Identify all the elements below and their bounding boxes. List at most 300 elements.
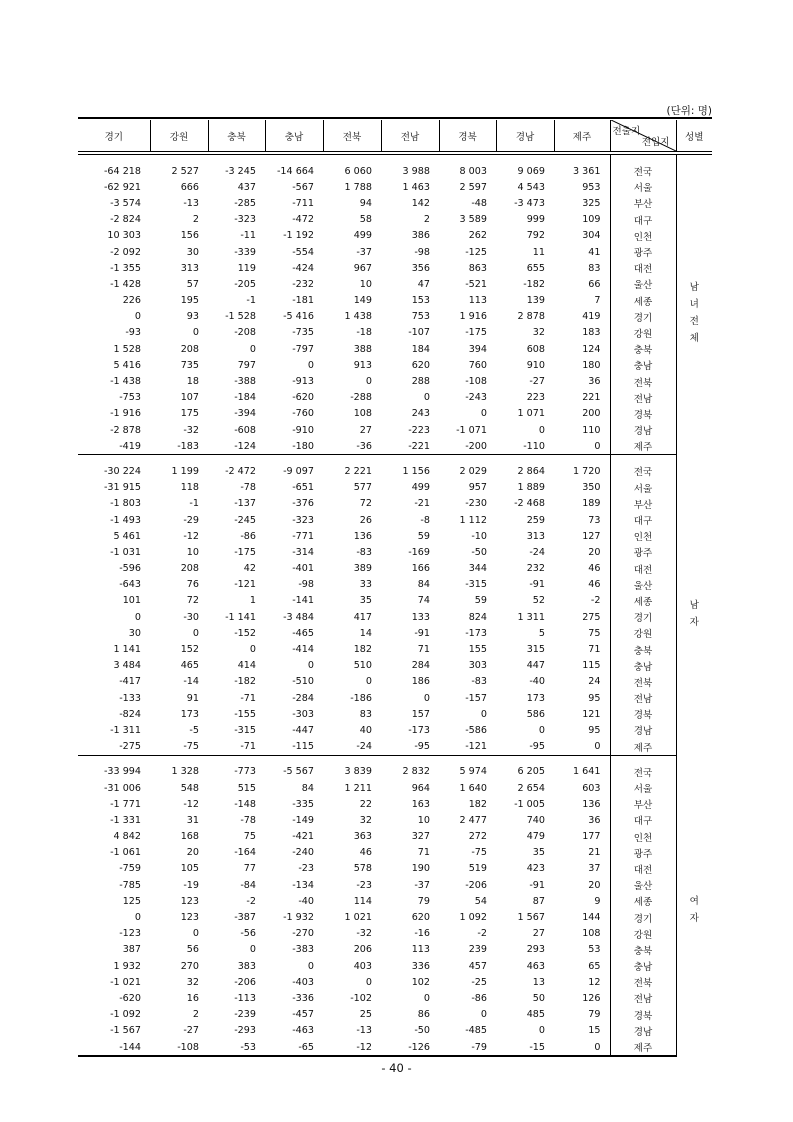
cell-value: -401 xyxy=(292,563,314,575)
cell-value: 336 xyxy=(411,960,430,972)
gender-header: 성별 xyxy=(676,120,712,152)
cell-value: 363 xyxy=(353,831,372,843)
gender-label: 남 자 xyxy=(689,599,699,628)
table-row xyxy=(78,373,712,389)
cell-value: 27 xyxy=(532,928,545,940)
table-row xyxy=(78,496,712,512)
table-row xyxy=(78,812,712,828)
cell-value: 2 477 xyxy=(459,814,487,826)
cell-value: 107 xyxy=(180,392,199,404)
cell-value: 24 xyxy=(588,676,601,688)
cell-value: -323 xyxy=(292,514,314,526)
cell-value: 189 xyxy=(582,498,601,510)
region-label: 제주 xyxy=(610,739,676,756)
table-row xyxy=(78,438,712,455)
cell-value: -735 xyxy=(292,327,314,339)
cell-value: 168 xyxy=(180,831,199,843)
cell-value: 655 xyxy=(526,262,545,274)
cell-value: 109 xyxy=(582,214,601,226)
cell-value: 1 889 xyxy=(517,482,545,494)
cell-value: -785 xyxy=(119,879,141,891)
region-label: 강원 xyxy=(610,625,676,641)
cell-value: -521 xyxy=(465,278,487,290)
table-row xyxy=(78,1007,712,1023)
region-label: 대전 xyxy=(610,861,676,877)
cell-value: 1 932 xyxy=(113,960,141,972)
cell-value: -175 xyxy=(234,546,256,558)
cell-value: -1 493 xyxy=(110,514,141,526)
cell-value: 21 xyxy=(588,847,601,859)
table-row xyxy=(78,593,712,609)
cell-value: 125 xyxy=(122,895,141,907)
cell-value: -50 xyxy=(414,1025,430,1037)
cell-value: 437 xyxy=(237,181,256,193)
cell-value: -3 245 xyxy=(225,165,256,177)
region-label: 서울 xyxy=(610,179,676,195)
cell-value: 173 xyxy=(526,692,545,704)
cell-value: 71 xyxy=(417,644,430,656)
cell-value: 50 xyxy=(532,992,545,1004)
cell-value: 1 916 xyxy=(459,311,487,323)
table-row xyxy=(78,561,712,577)
cell-value: -121 xyxy=(234,579,256,591)
cell-value: -83 xyxy=(356,546,372,558)
cell-value: 620 xyxy=(411,912,430,924)
cell-value: -1 932 xyxy=(283,912,314,924)
region-label: 부산 xyxy=(610,496,676,512)
cell-value: 910 xyxy=(526,359,545,371)
table-row xyxy=(78,609,712,625)
cell-value: -1 xyxy=(246,295,256,307)
cell-value: -3 574 xyxy=(110,197,141,209)
cell-value: 114 xyxy=(353,895,372,907)
region-label: 경북 xyxy=(610,706,676,722)
cell-value: -180 xyxy=(292,440,314,452)
cell-value: -472 xyxy=(292,214,314,226)
cell-value: 239 xyxy=(468,944,487,956)
table-row xyxy=(78,195,712,211)
table-row xyxy=(78,163,712,179)
cell-value: 0 xyxy=(365,976,372,988)
cell-value: -121 xyxy=(465,741,487,753)
cell-value: 0 xyxy=(538,424,545,436)
region-label: 전국 xyxy=(610,764,676,780)
cell-value: 136 xyxy=(353,530,372,542)
cell-value: -126 xyxy=(408,1041,430,1053)
region-label: 세종 xyxy=(610,893,676,909)
cell-value: -323 xyxy=(234,214,256,226)
cell-value: -108 xyxy=(465,376,487,388)
cell-value: 35 xyxy=(532,847,545,859)
cell-value: -86 xyxy=(240,530,256,542)
table-row xyxy=(78,877,712,893)
region-label: 전국 xyxy=(610,463,676,479)
cell-value: 1 788 xyxy=(344,181,372,193)
cell-value: 753 xyxy=(411,311,430,323)
cell-value: -232 xyxy=(292,278,314,290)
cell-value: 87 xyxy=(532,895,545,907)
region-label: 부산 xyxy=(610,796,676,812)
region-label: 경기 xyxy=(610,309,676,325)
cell-value: -71 xyxy=(240,741,256,753)
cell-value: 110 xyxy=(582,424,601,436)
cell-value: -29 xyxy=(183,514,199,526)
cell-value: -1 061 xyxy=(110,847,141,859)
table-row xyxy=(78,544,712,560)
cell-value: 32 xyxy=(359,814,372,826)
cell-value: -414 xyxy=(292,644,314,656)
cell-value: -37 xyxy=(356,246,372,258)
cell-value: -75 xyxy=(183,741,199,753)
cell-value: -2 878 xyxy=(110,424,141,436)
cell-value: 20 xyxy=(588,546,601,558)
cell-value: 0 xyxy=(480,708,487,720)
table-row xyxy=(78,958,712,974)
cell-value: -221 xyxy=(408,440,430,452)
cell-value: -1 916 xyxy=(110,408,141,420)
col-header: 전남 xyxy=(381,120,439,152)
cell-value: 417 xyxy=(353,611,372,623)
cell-value: 3 988 xyxy=(402,165,430,177)
cell-value: -40 xyxy=(298,895,314,907)
cell-value: 35 xyxy=(359,595,372,607)
cell-value: 2 597 xyxy=(459,181,487,193)
cell-value: -1 355 xyxy=(110,262,141,274)
cell-value: 0 xyxy=(307,359,314,371)
cell-value: -62 921 xyxy=(103,181,141,193)
cell-value: -1 021 xyxy=(110,976,141,988)
cell-value: -95 xyxy=(529,741,545,753)
cell-value: -463 xyxy=(292,1025,314,1037)
region-label: 전북 xyxy=(610,674,676,690)
page-number: - 40 - xyxy=(381,1061,412,1075)
cell-value: 792 xyxy=(526,230,545,242)
col-header: 경기 xyxy=(78,120,150,152)
cell-value: 190 xyxy=(411,863,430,875)
cell-value: -230 xyxy=(465,498,487,510)
cell-value: 223 xyxy=(526,392,545,404)
cell-value: 79 xyxy=(417,895,430,907)
cell-value: 200 xyxy=(582,408,601,420)
cell-value: 95 xyxy=(588,692,601,704)
cell-value: 6 205 xyxy=(517,766,545,778)
cell-value: 0 xyxy=(365,376,372,388)
cell-value: 12 xyxy=(588,976,601,988)
cell-value: -25 xyxy=(471,976,487,988)
cell-value: -200 xyxy=(465,440,487,452)
cell-value: 53 xyxy=(588,944,601,956)
col-header: 경북 xyxy=(439,120,496,152)
cell-value: -1 567 xyxy=(110,1025,141,1037)
region-label: 경기 xyxy=(610,609,676,625)
region-label: 대전 xyxy=(610,260,676,276)
region-label: 세종 xyxy=(610,293,676,309)
cell-value: 313 xyxy=(180,262,199,274)
cell-value: 0 xyxy=(365,676,372,688)
cell-value: 383 xyxy=(237,960,256,972)
cell-value: -1 803 xyxy=(110,498,141,510)
table-row xyxy=(78,926,712,942)
cell-value: 83 xyxy=(359,708,372,720)
table-row xyxy=(78,480,712,496)
cell-value: 0 xyxy=(192,627,199,639)
cell-value: -1 331 xyxy=(110,814,141,826)
cell-value: -1 192 xyxy=(283,230,314,242)
cell-value: -206 xyxy=(234,976,256,988)
cell-value: 519 xyxy=(468,863,487,875)
cell-value: 72 xyxy=(186,595,199,607)
cell-value: -421 xyxy=(292,831,314,843)
col-header: 충북 xyxy=(208,120,265,152)
table-row xyxy=(78,706,712,722)
table-row xyxy=(78,463,712,479)
cell-value: 3 589 xyxy=(459,214,487,226)
cell-value: -1 031 xyxy=(110,546,141,558)
table-row xyxy=(78,625,712,641)
cell-value: 5 416 xyxy=(113,359,141,371)
table-row xyxy=(78,406,712,422)
table-row xyxy=(78,764,712,780)
cell-value: -108 xyxy=(177,1041,199,1053)
table-row xyxy=(78,893,712,909)
cell-value: 75 xyxy=(588,627,601,639)
cell-value: 465 xyxy=(180,660,199,672)
cell-value: 46 xyxy=(588,579,601,591)
cell-value: -98 xyxy=(414,246,430,258)
region-label: 서울 xyxy=(610,480,676,496)
region-label: 대전 xyxy=(610,561,676,577)
cell-value: -315 xyxy=(234,724,256,736)
cell-value: 32 xyxy=(532,327,545,339)
cell-value: 65 xyxy=(588,960,601,972)
cell-value: -314 xyxy=(292,546,314,558)
table-row xyxy=(78,228,712,244)
region-label: 충북 xyxy=(610,641,676,657)
cell-value: 66 xyxy=(588,278,601,290)
cell-value: 1 156 xyxy=(402,465,430,477)
cell-value: 1 641 xyxy=(573,766,601,778)
table-row xyxy=(78,276,712,292)
cell-value: 113 xyxy=(468,295,487,307)
cell-value: 105 xyxy=(180,863,199,875)
cell-value: 1 528 xyxy=(113,343,141,355)
cell-value: -1 771 xyxy=(110,798,141,810)
cell-value: -65 xyxy=(298,1041,314,1053)
cell-value: 33 xyxy=(359,579,372,591)
table-row xyxy=(78,641,712,657)
cell-value: 0 xyxy=(480,408,487,420)
cell-value: -424 xyxy=(292,262,314,274)
cell-value: 8 003 xyxy=(459,165,487,177)
cell-value: -24 xyxy=(356,741,372,753)
cell-value: 270 xyxy=(180,960,199,972)
cell-value: -137 xyxy=(234,498,256,510)
cell-value: 0 xyxy=(423,692,430,704)
cell-value: 327 xyxy=(411,831,430,843)
cell-value: 2 xyxy=(192,214,199,226)
cell-value: -31 915 xyxy=(103,482,141,494)
region-label: 경남 xyxy=(610,1023,676,1039)
cell-value: 36 xyxy=(588,814,601,826)
gender-label: 여 자 xyxy=(689,896,699,925)
cell-value: -30 xyxy=(183,611,199,623)
cell-value: 350 xyxy=(582,482,601,494)
table-row xyxy=(78,341,712,357)
cell-value: 5 974 xyxy=(459,766,487,778)
cell-value: 386 xyxy=(411,230,430,242)
cell-value: 0 xyxy=(307,660,314,672)
cell-value: 2 654 xyxy=(517,782,545,794)
cell-value: 4 842 xyxy=(113,831,141,843)
cell-value: 18 xyxy=(186,376,199,388)
cell-value: 84 xyxy=(301,782,314,794)
cell-value: 40 xyxy=(359,724,372,736)
cell-value: 20 xyxy=(588,879,601,891)
table-row xyxy=(78,658,712,674)
cell-value: -1 141 xyxy=(225,611,256,623)
table-row xyxy=(78,780,712,796)
cell-value: 115 xyxy=(582,660,601,672)
region-label: 대구 xyxy=(610,212,676,228)
cell-value: -93 xyxy=(125,327,141,339)
cell-value: 3 839 xyxy=(344,766,372,778)
cell-value: 0 xyxy=(134,912,141,924)
cell-value: -1 438 xyxy=(110,376,141,388)
cell-value: 5 xyxy=(538,627,545,639)
table-row xyxy=(78,512,712,528)
cell-value: 123 xyxy=(180,912,199,924)
cell-value: 403 xyxy=(353,960,372,972)
cell-value: 56 xyxy=(186,944,199,956)
cell-value: 463 xyxy=(526,960,545,972)
cell-value: -2 xyxy=(477,928,487,940)
cell-value: 93 xyxy=(186,311,199,323)
cell-value: 0 xyxy=(423,992,430,1004)
cell-value: 232 xyxy=(526,563,545,575)
region-label: 충남 xyxy=(610,357,676,373)
cell-value: 740 xyxy=(526,814,545,826)
table-row xyxy=(78,674,712,690)
cell-value: 84 xyxy=(417,579,430,591)
cell-value: 293 xyxy=(526,944,545,956)
region-label: 경기 xyxy=(610,909,676,925)
table-row xyxy=(78,845,712,861)
cell-value: -403 xyxy=(292,976,314,988)
cell-value: 394 xyxy=(468,343,487,355)
cell-value: 303 xyxy=(468,660,487,672)
cell-value: 157 xyxy=(411,708,430,720)
cell-value: -243 xyxy=(465,392,487,404)
cell-value: 999 xyxy=(526,214,545,226)
cell-value: 133 xyxy=(411,611,430,623)
cell-value: -149 xyxy=(292,814,314,826)
table-row xyxy=(78,1039,712,1056)
cell-value: -2 472 xyxy=(225,465,256,477)
cell-value: 54 xyxy=(474,895,487,907)
cell-value: 9 069 xyxy=(517,165,545,177)
region-label: 세종 xyxy=(610,593,676,609)
cell-value: -2 824 xyxy=(110,214,141,226)
cell-value: -56 xyxy=(240,928,256,940)
cell-value: 139 xyxy=(526,295,545,307)
region-label: 충북 xyxy=(610,341,676,357)
table-row xyxy=(78,990,712,1006)
region-label: 충남 xyxy=(610,958,676,974)
cell-value: -107 xyxy=(408,327,430,339)
cell-value: 577 xyxy=(353,482,372,494)
cell-value: -2 468 xyxy=(514,498,545,510)
cell-value: 967 xyxy=(353,262,372,274)
cell-value: -125 xyxy=(465,246,487,258)
cell-value: 184 xyxy=(411,343,430,355)
cell-value: 1 141 xyxy=(113,644,141,656)
cell-value: 186 xyxy=(411,676,430,688)
cell-value: -110 xyxy=(523,440,545,452)
cell-value: 10 xyxy=(186,546,199,558)
cell-value: -50 xyxy=(471,546,487,558)
cell-value: -12 xyxy=(183,798,199,810)
cell-value: 6 060 xyxy=(344,165,372,177)
cell-value: 1 092 xyxy=(459,912,487,924)
cell-value: -133 xyxy=(119,692,141,704)
cell-value: 356 xyxy=(411,262,430,274)
cell-value: -36 xyxy=(356,440,372,452)
region-label: 인천 xyxy=(610,228,676,244)
cell-value: 419 xyxy=(582,311,601,323)
cell-value: -651 xyxy=(292,482,314,494)
cell-value: 79 xyxy=(588,1009,601,1021)
cell-value: 13 xyxy=(532,976,545,988)
cell-value: 0 xyxy=(249,944,256,956)
cell-value: -419 xyxy=(119,440,141,452)
cell-value: 163 xyxy=(411,798,430,810)
cell-value: -245 xyxy=(234,514,256,526)
cell-value: -288 xyxy=(350,392,372,404)
cell-value: 499 xyxy=(411,482,430,494)
cell-value: -24 xyxy=(529,546,545,558)
region-label: 대구 xyxy=(610,812,676,828)
cell-value: -31 006 xyxy=(103,782,141,794)
cell-value: 272 xyxy=(468,831,487,843)
region-label: 제주 xyxy=(610,438,676,455)
cell-value: -465 xyxy=(292,627,314,639)
cell-value: -86 xyxy=(471,992,487,1004)
table-row xyxy=(78,528,712,544)
cell-value: -10 xyxy=(471,530,487,542)
cell-value: -567 xyxy=(292,181,314,193)
table-row xyxy=(78,357,712,373)
cell-value: 325 xyxy=(582,197,601,209)
region-label: 광주 xyxy=(610,845,676,861)
cell-value: 42 xyxy=(243,563,256,575)
cell-value: 121 xyxy=(582,708,601,720)
cell-value: 760 xyxy=(468,359,487,371)
cell-value: 313 xyxy=(526,530,545,542)
cell-value: -5 416 xyxy=(283,311,314,323)
cell-value: -32 xyxy=(183,424,199,436)
cell-value: -152 xyxy=(234,627,256,639)
cell-value: 0 xyxy=(480,1009,487,1021)
cell-value: 118 xyxy=(180,482,199,494)
cell-value: 74 xyxy=(417,595,430,607)
cell-value: -79 xyxy=(471,1041,487,1053)
cell-value: -18 xyxy=(356,327,372,339)
table-row xyxy=(78,829,712,845)
cell-value: 153 xyxy=(411,295,430,307)
table-row xyxy=(78,796,712,812)
table-row xyxy=(78,309,712,325)
cell-value: -620 xyxy=(292,392,314,404)
